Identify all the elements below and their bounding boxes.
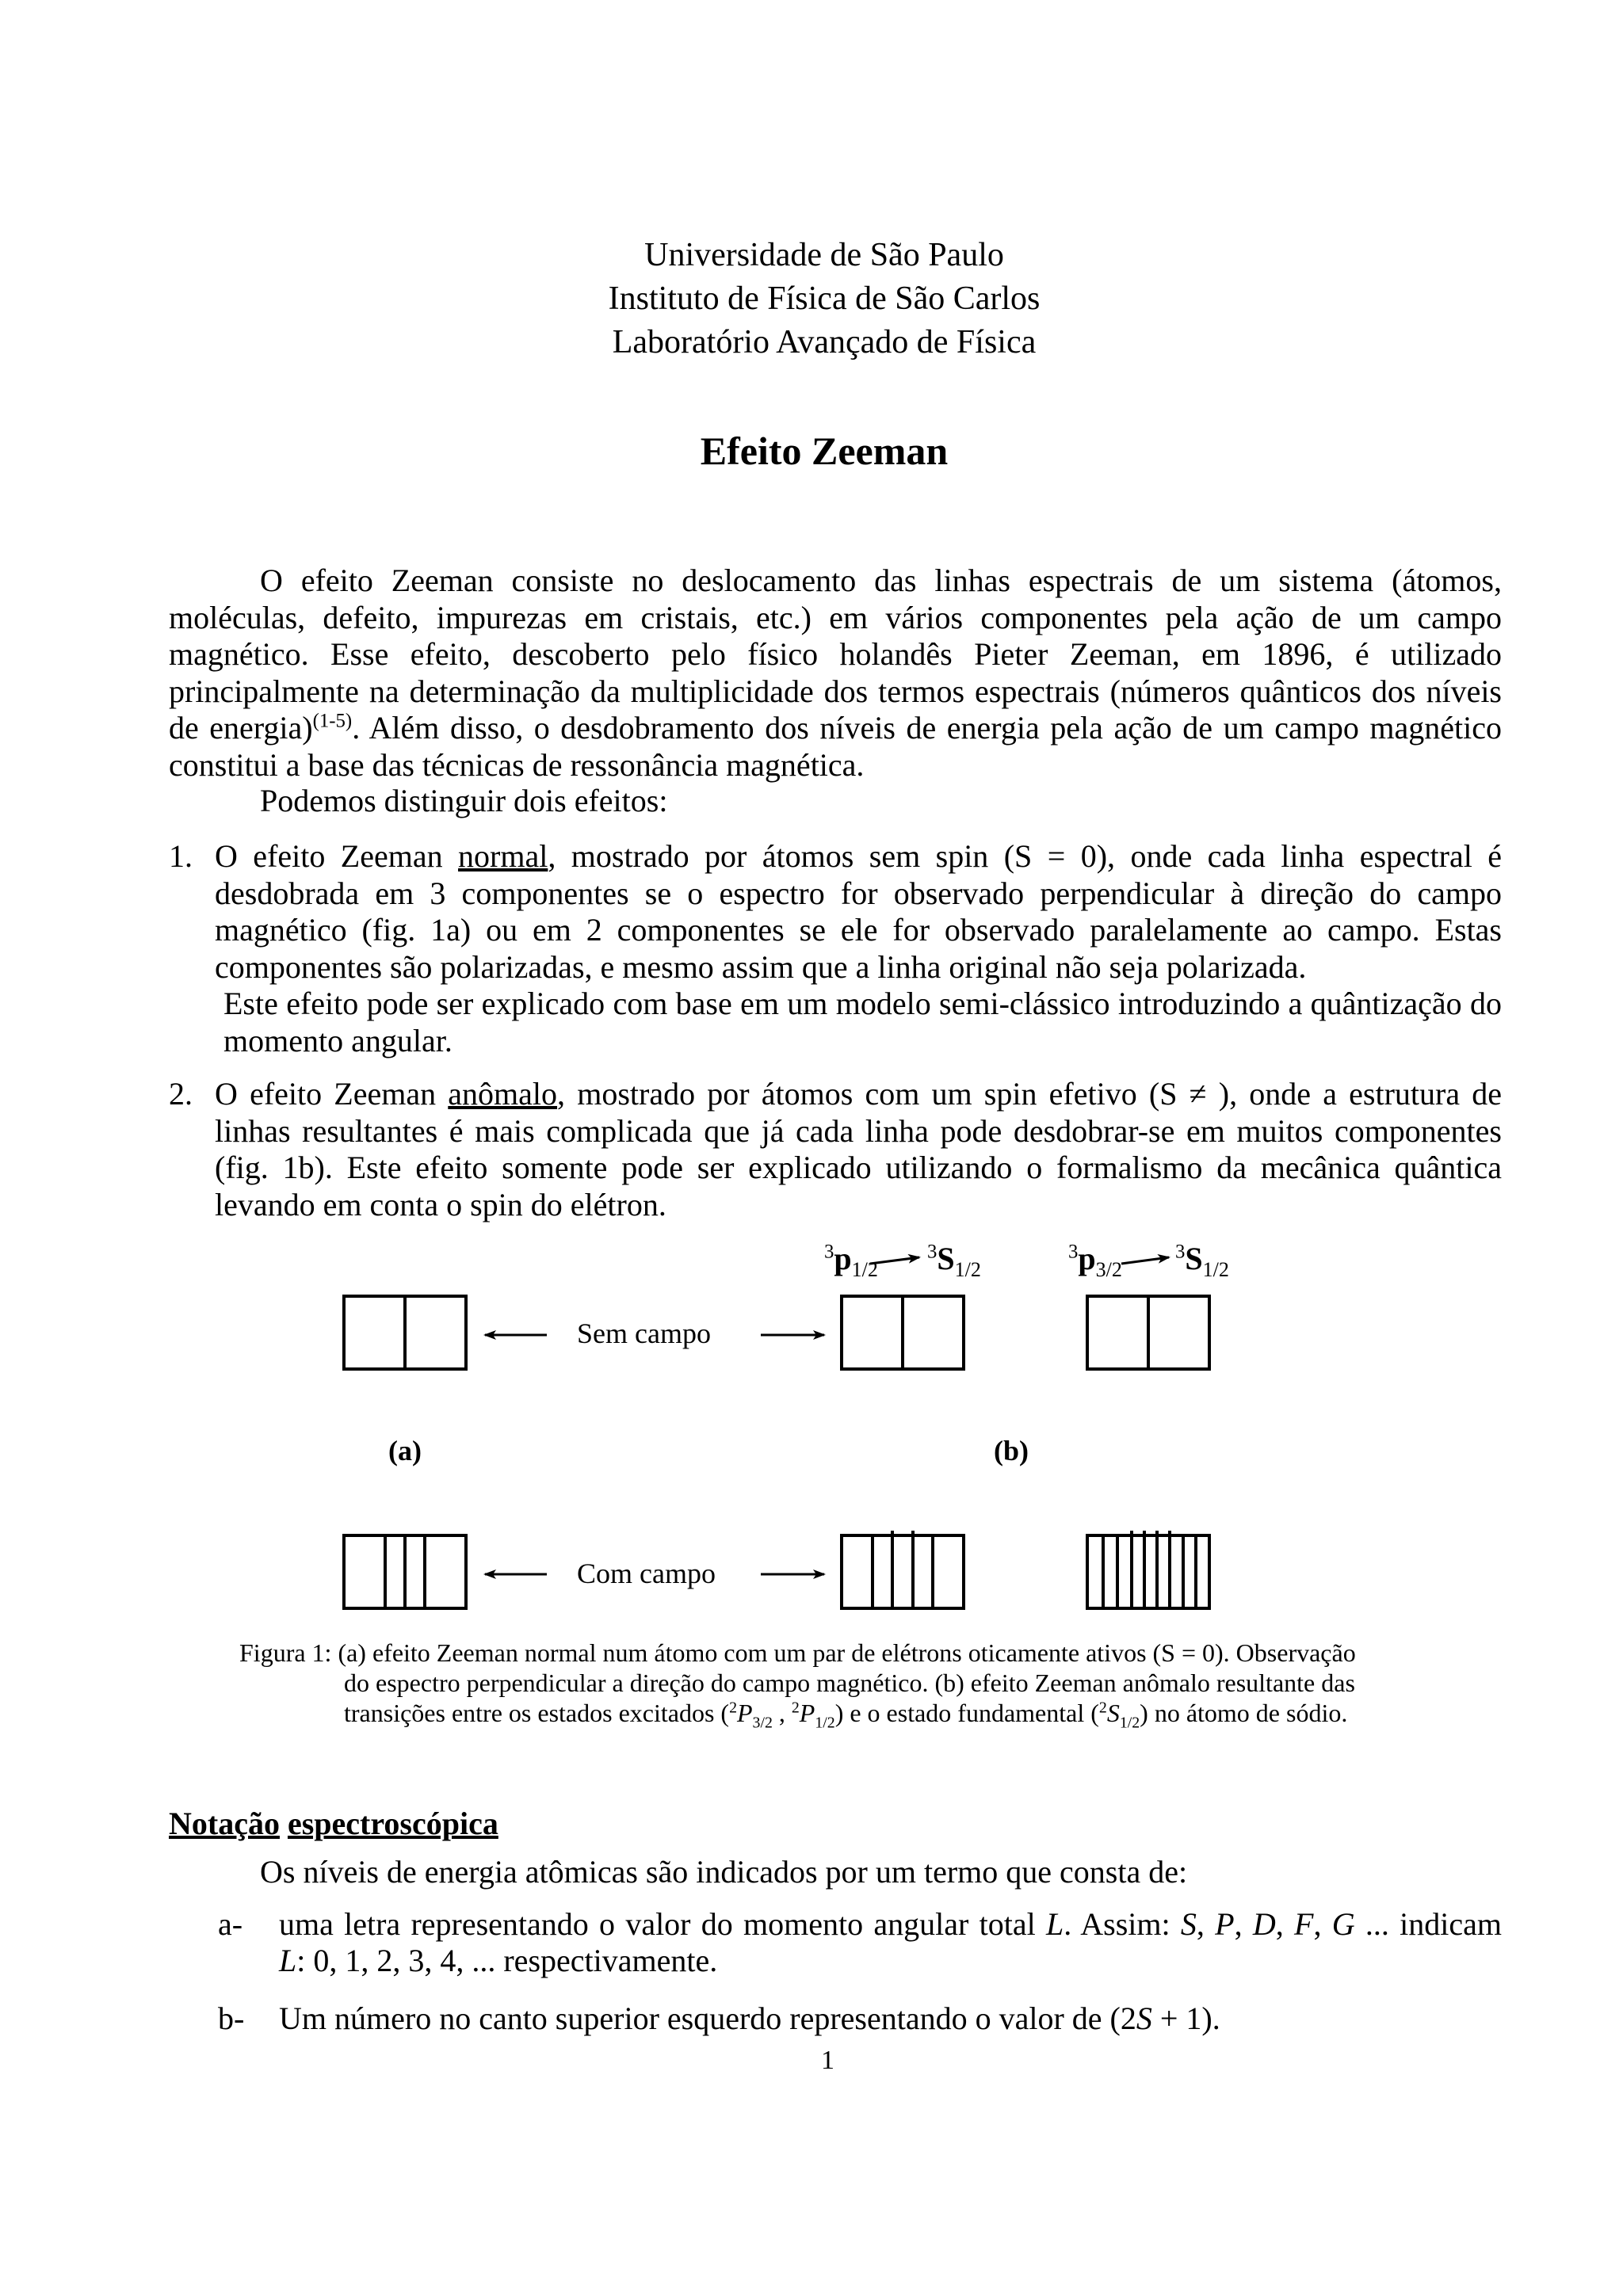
item-a-text-a: uma letra representando o valor do momento angular total bbox=[279, 1906, 1046, 1942]
trans1-sub2: 1/2 bbox=[954, 1258, 981, 1281]
item-a-L: L bbox=[1045, 1906, 1064, 1942]
trans1-main: p bbox=[834, 1241, 852, 1276]
item-b-label: b- bbox=[218, 2000, 245, 2036]
item-a-D: D bbox=[1252, 1906, 1276, 1942]
list-item-1-extra: Este efeito pode ser explicado com base em um modelo semi-clássico introduzindo a quântização do momento angular. bbox=[223, 986, 1502, 1058]
header-institute: Instituto de Física de São Carlos bbox=[608, 280, 1041, 317]
list-number-2: 2. bbox=[169, 1076, 193, 1112]
intro-text-a: O efeito Zeeman consiste no deslocamento das linhas espectrais de um sistema (átomos, moléculas, defeito, impurezas em cristais, etc.) em vários componentes pela ação de um campo magnético. Esse efeito, descoberto pelo físico holandês Pieter Zeeman, em 1896, é utilizado principalmente na determinação da multiplicidade dos termos espectrais (números quânticos dos níveis de energia) bbox=[169, 563, 1502, 746]
caption-l3-d: 3/2 bbox=[752, 1714, 773, 1732]
trans2-main2: S bbox=[1185, 1241, 1203, 1276]
section-heading-a: Notação bbox=[169, 1806, 280, 1841]
page-number: 1 bbox=[821, 2046, 834, 2075]
list-item-1-pre: O efeito Zeeman bbox=[215, 838, 459, 874]
item-a-label: a- bbox=[218, 1906, 243, 1942]
item-a-S: S bbox=[1180, 1906, 1197, 1942]
caption-line-1: Figura 1: (a) efeito Zeeman normal num átomo com um par de elétrons oticamente ativos (S = 0). Observação bbox=[239, 1638, 1356, 1667]
intro-text-b: . Além disso, o desdobramento dos níveis de energia pela ação de um campo magnético constitui a base das técnicas de ressonância magnética. bbox=[169, 710, 1503, 783]
trans2-pre2-sup: 3 bbox=[1175, 1241, 1186, 1263]
item-a-G: G bbox=[1331, 1906, 1355, 1942]
item-b-text bbox=[279, 2000, 1220, 2038]
item-a-F: F bbox=[1294, 1906, 1314, 1942]
item-a-line-1: uma letra representando o valor do momento angular total L. Assim: S, P, D, F, G ... indicam bbox=[279, 1906, 1503, 1942]
trans2-sub2: 1/2 bbox=[1202, 1258, 1229, 1281]
caption-l3-c: P bbox=[736, 1699, 753, 1727]
caption-line-2: do espectro perpendicular a direção do campo magnético. (b) efeito Zeeman anômalo resultante das bbox=[344, 1669, 1355, 1697]
caption-l3-m: ) no átomo de sódio. bbox=[1140, 1699, 1348, 1727]
item-a-L2: L bbox=[279, 1943, 297, 1978]
page-title: Efeito Zeeman bbox=[700, 429, 949, 473]
caption-l3-b: 2 bbox=[729, 1699, 737, 1717]
item-b-text-b: + 1). bbox=[1151, 2000, 1220, 2036]
caption-l3-l: 1/2 bbox=[1119, 1714, 1140, 1732]
item-a-text-b: . Assim: bbox=[1064, 1906, 1181, 1942]
label-com-campo: Com campo bbox=[577, 1558, 716, 1589]
list-item-2-post: , mostrado por átomos com um spin efetivo (S ≠ ), onde a estrutura de linhas resultantes é mais complicada que já cada linha pode desdobrar-se em muitos componentes (fig. 1b). Este efeito somente pode ser explicado utilizando o formalismo da mecânica quântica levando em conta o spin do elétron. bbox=[215, 1076, 1503, 1222]
item-a-text-c: ... indicam bbox=[1354, 1906, 1503, 1942]
caption-l3-f: 2 bbox=[791, 1699, 800, 1717]
trans1-pre2-sup: 3 bbox=[927, 1241, 938, 1263]
header-university: Universidade de São Paulo bbox=[644, 237, 1004, 273]
caption-l3-i: ) e o estado fundamental ( bbox=[834, 1699, 1099, 1727]
label-a: (a) bbox=[388, 1435, 422, 1466]
trans2-pre-sup: 3 bbox=[1068, 1241, 1079, 1263]
item-b-S: S bbox=[1136, 2000, 1152, 2036]
list-item-1-underlined: normal bbox=[458, 838, 548, 874]
label-sem-campo: Sem campo bbox=[577, 1318, 711, 1349]
item-a-text-d: : 0, 1, 2, 3, 4, ... respectivamente. bbox=[296, 1943, 718, 1978]
caption-l3-e: , bbox=[772, 1699, 792, 1727]
list-item-2-pre: O efeito Zeeman bbox=[215, 1076, 449, 1112]
trans2-main: p bbox=[1078, 1241, 1096, 1276]
caption-l3-j: 2 bbox=[1098, 1699, 1107, 1717]
item-a-line-2 bbox=[279, 1943, 717, 1980]
caption-l3-k: S bbox=[1106, 1699, 1120, 1727]
reference-superscript: (1-5) bbox=[312, 710, 353, 732]
caption-l3-h: 1/2 bbox=[815, 1714, 835, 1732]
section-intro: Os níveis de energia atômicas são indicados por um termo que consta de: bbox=[260, 1854, 1188, 1890]
caption-l3-g: P bbox=[799, 1699, 815, 1727]
item-a-P: P bbox=[1215, 1906, 1235, 1942]
trans1-main2: S bbox=[937, 1241, 955, 1276]
list-item-2-underlined: anômalo bbox=[448, 1076, 558, 1112]
trans1-sub: 1/2 bbox=[851, 1258, 878, 1281]
item-b-text-a: Um número no canto superior esquerdo representando o valor de (2 bbox=[279, 2000, 1136, 2036]
section-heading-b: espectroscópica bbox=[287, 1806, 498, 1841]
caption-line-3 bbox=[344, 1698, 1348, 1732]
caption-l3-a: transições entre os estados excitados ( bbox=[344, 1699, 730, 1727]
section-heading bbox=[169, 1805, 498, 1842]
list-item-1-post: , mostrado por átomos sem spin (S = 0), onde cada linha espectral é desdobrada em 3 componentes se o espectro for observado perpendicular à direção do campo magnético (fig. 1a) ou em 2 componentes se ele for observado paralelamente ao campo. Estas componentes são polarizadas, e mesmo assim que a linha original não seja polarizada. bbox=[215, 838, 1503, 985]
header-lab: Laboratório Avançado de Física bbox=[612, 324, 1037, 360]
trans1-pre-sup: 3 bbox=[824, 1241, 834, 1263]
intro-paragraph-2: Podemos distinguir dois efeitos: bbox=[260, 783, 668, 818]
trans2-sub: 3/2 bbox=[1095, 1258, 1122, 1281]
label-b: (b) bbox=[994, 1435, 1029, 1466]
list-number-1: 1. bbox=[169, 838, 193, 874]
